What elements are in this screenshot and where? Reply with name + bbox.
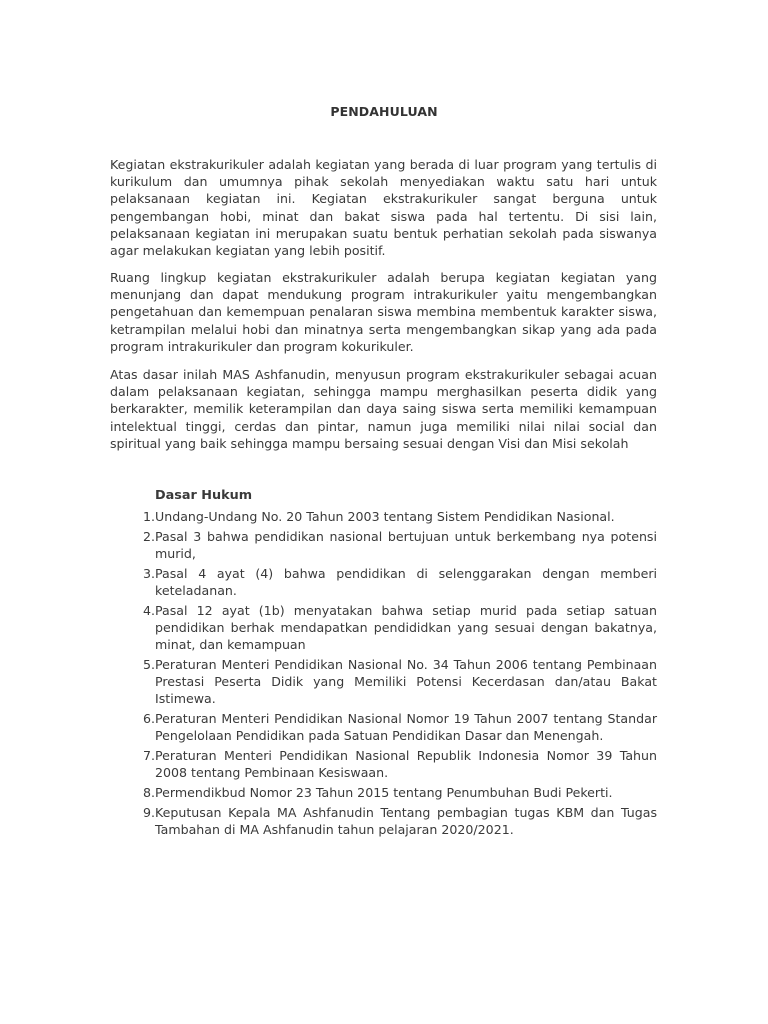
list-item [110, 508, 657, 525]
list-item-text: Peraturan Menteri Pendidikan Nasional Republik Indonesia Nomor 39 Tahun 2008 tentang Pembinaan Kesiswaan. [155, 748, 657, 781]
list-item-number: 7. [142, 748, 155, 764]
list-item-text: Undang-Undang No. 20 Tahun 2003 tentang Sistem Pendidikan Nasional. [155, 509, 615, 524]
list-item-text: Pasal 12 ayat (1b) menyatakan bahwa setiap murid pada setiap satuan pendidikan berhak mendapatkan pendididkan yang sesuai dengan bakatnya, minat, dan kemampuan [155, 602, 657, 653]
list-item [110, 804, 657, 838]
list-item-text: Pasal 4 ayat (4) bahwa pendidikan di selenggarakan dengan memberi keteladanan. [155, 565, 657, 598]
list-item [110, 710, 657, 744]
intro-paragraph-1: Kegiatan ekstrakurikuler adalah kegiatan yang berada di luar program yang tertulis di kurikulum dan umumnya pihak sekolah menyediakan waktu satu hari untuk pelaksanaan kegiatan ini. Kegiatan ekstrakurikuler sangat berguna untuk pengembangan hobi, minat dan bakat siswa pada hal tertentu. Di sisi lain, pelaksanaan kegiatan ini merupakan suatu bentuk perhatian sekolah pada siswanya agar melakukan kegiatan yang lebih positif. [110, 157, 657, 259]
list-item-number: 3. [142, 565, 155, 581]
list-item-text: Keputusan Kepala MA Ashfanudin Tentang pembagian tugas KBM dan Tugas Tambahan di MA Ashfanudin tahun pelajaran 2020/2021. [155, 805, 657, 838]
list-item-number: 1. [142, 509, 155, 524]
intro-paragraph-3: Atas dasar inilah MAS Ashfanudin, menyusun program ekstrakurikuler sebagai acuan dalam pelaksanaan kegiatan, sehingga mampu merghasilkan peserta didik yang berkarakter, memilik keterampilan dan daya saing siswa serta memiliki kemampuan intelektual tinggi, cerdas dan pintar, namun juga memiliki nilai nilai social dan spiritual yang baik sehingga mampu bersaing sesuai dengan Visi dan Misi sekolah [110, 367, 657, 451]
list-item-number: 4. [142, 602, 155, 618]
list-item [110, 656, 657, 708]
list-item-number: 2. [142, 528, 155, 544]
intro-paragraph-2: Ruang lingkup kegiatan ekstrakurikuler adalah berupa kegiatan kegiatan yang menunjang dan dapat mendukung program intrakurikuler yaitu mengembangkan pengetahuan dan kemempuan penalaran siswa membina membentuk karakter siswa, ketrampilan melalui hobi dan minatnya serta mengembangkan sikap yang ada pada program intrakurikuler dan program kokurikuler. [110, 270, 657, 354]
legal-basis-list [110, 508, 657, 841]
list-item [110, 784, 657, 801]
list-item [110, 747, 657, 781]
legal-basis-heading: Dasar Hukum [155, 488, 253, 503]
list-item [110, 602, 657, 654]
list-item-text: Permendikbud Nomor 23 Tahun 2015 tentang Penumbuhan Budi Pekerti. [155, 785, 613, 801]
list-item-number: 6. [142, 711, 155, 727]
list-item [110, 528, 657, 562]
list-item-text: Peraturan Menteri Pendidikan Nasional Nomor 19 Tahun 2007 tentang Standar Pengelolaan Pendidikan pada Satuan Pendidikan Dasar dan Menengah. [155, 711, 657, 744]
document-title: PENDAHULUAN [330, 104, 438, 119]
list-item-text: Pasal 3 bahwa pendidikan nasional bertujuan untuk berkembang nya potensi murid, [155, 528, 657, 561]
list-item-text: Peraturan Menteri Pendidikan Nasional No. 34 Tahun 2006 tentang Pembinaan Prestasi Peserta Didik yang Memiliki Potensi Kecerdasan dan/atau Bakat Istimewa. [155, 657, 657, 707]
list-item-number: 9. [142, 805, 155, 820]
list-item-number: 8. [142, 785, 155, 801]
list-item [110, 565, 657, 599]
list-item-number: 5. [142, 657, 155, 672]
